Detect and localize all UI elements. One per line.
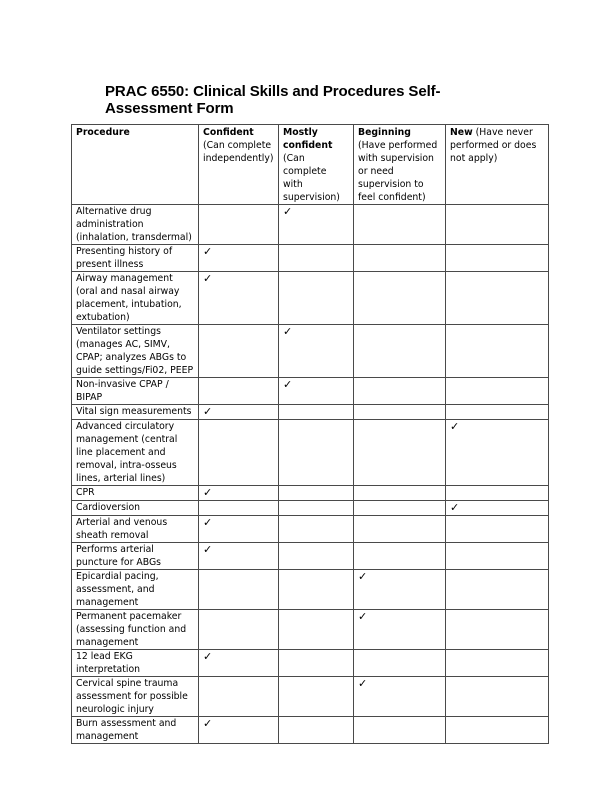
rating-cell-confident <box>199 501 279 516</box>
table-row <box>72 610 549 650</box>
rating-cell-new <box>446 516 549 543</box>
table-row <box>72 543 549 570</box>
rating-cell-new <box>446 543 549 570</box>
rating-cell-beginning <box>354 610 446 650</box>
rating-cell-confident <box>199 543 279 570</box>
table-body <box>72 205 549 744</box>
rating-cell-beginning <box>354 325 446 378</box>
table-row <box>72 570 549 610</box>
self-assessment-table <box>71 124 549 744</box>
procedure-name: Permanent pacemaker (assessing function and management <box>72 610 199 650</box>
rating-cell-beginning <box>354 717 446 744</box>
rating-cell-confident <box>199 420 279 486</box>
check-mark-icon: ✓ <box>203 543 213 556</box>
rating-cell-confident <box>199 516 279 543</box>
rating-cell-mostly-confident <box>279 378 354 405</box>
procedure-name: Presenting history of present illness <box>72 245 199 272</box>
procedure-name: Ventilator settings (manages AC, SIMV, CPAP; analyzes ABGs to guide settings/Fi02, PEEP <box>72 325 199 378</box>
rating-cell-mostly-confident <box>279 717 354 744</box>
rating-cell-beginning <box>354 570 446 610</box>
rating-cell-confident <box>199 272 279 325</box>
rating-cell-mostly-confident <box>279 420 354 486</box>
procedure-name: Non-invasive CPAP / BIPAP <box>72 378 199 405</box>
rating-cell-confident <box>199 717 279 744</box>
check-mark-icon: ✓ <box>358 677 368 690</box>
table-row <box>72 650 549 677</box>
check-mark-icon: ✓ <box>203 650 213 663</box>
check-mark-icon: ✓ <box>450 501 460 514</box>
rating-cell-new <box>446 245 549 272</box>
rating-cell-new <box>446 420 549 486</box>
check-mark-icon: ✓ <box>283 378 293 391</box>
procedure-name: Cervical spine trauma assessment for possible neurologic injury <box>72 677 199 717</box>
rating-cell-confident <box>199 405 279 420</box>
rating-cell-new <box>446 717 549 744</box>
rating-cell-confident <box>199 378 279 405</box>
column-header-beginning: Beginning (Have performed with supervision or need supervision to feel confident) <box>354 125 446 205</box>
procedure-name: Alternative drug administration (inhalation, transdermal) <box>72 205 199 245</box>
rating-cell-confident <box>199 650 279 677</box>
rating-cell-new <box>446 650 549 677</box>
check-mark-icon: ✓ <box>203 405 213 418</box>
rating-cell-mostly-confident <box>279 677 354 717</box>
table-row <box>72 205 549 245</box>
table-header-row <box>72 125 549 205</box>
rating-cell-mostly-confident <box>279 405 354 420</box>
rating-cell-new <box>446 610 549 650</box>
rating-cell-confident <box>199 570 279 610</box>
rating-cell-new <box>446 272 549 325</box>
rating-cell-beginning <box>354 677 446 717</box>
rating-cell-confident <box>199 677 279 717</box>
rating-cell-mostly-confident <box>279 325 354 378</box>
page-title: PRAC 6550: Clinical Skills and Procedures Self-Assessment Form <box>105 83 441 117</box>
rating-cell-mostly-confident <box>279 486 354 501</box>
rating-cell-mostly-confident <box>279 501 354 516</box>
rating-cell-mostly-confident <box>279 610 354 650</box>
rating-cell-beginning <box>354 486 446 501</box>
procedure-name: Epicardial pacing, assessment, and management <box>72 570 199 610</box>
table-row <box>72 501 549 516</box>
rating-cell-mostly-confident <box>279 272 354 325</box>
table-row <box>72 516 549 543</box>
column-header-new: New (Have never performed or does not apply) <box>446 125 549 205</box>
table-row <box>72 677 549 717</box>
rating-cell-beginning <box>354 205 446 245</box>
procedure-name: Advanced circulatory management (central line placement and removal, intra-osseus lines, arterial lines) <box>72 420 199 486</box>
check-mark-icon: ✓ <box>203 245 213 258</box>
check-mark-icon: ✓ <box>203 272 213 285</box>
rating-cell-mostly-confident <box>279 650 354 677</box>
table-row <box>72 420 549 486</box>
rating-cell-new <box>446 205 549 245</box>
rating-cell-beginning <box>354 650 446 677</box>
check-mark-icon: ✓ <box>283 205 293 218</box>
procedure-name: Arterial and venous sheath removal <box>72 516 199 543</box>
procedure-name: CPR <box>72 486 199 501</box>
rating-cell-mostly-confident <box>279 543 354 570</box>
procedure-name: Burn assessment and management <box>72 717 199 744</box>
procedure-name: 12 lead EKG interpretation <box>72 650 199 677</box>
rating-cell-mostly-confident <box>279 205 354 245</box>
rating-cell-new <box>446 325 549 378</box>
table-row <box>72 325 549 378</box>
rating-cell-new <box>446 677 549 717</box>
rating-cell-new <box>446 501 549 516</box>
rating-cell-new <box>446 405 549 420</box>
rating-cell-beginning <box>354 543 446 570</box>
table-row <box>72 717 549 744</box>
rating-cell-confident <box>199 486 279 501</box>
rating-cell-beginning <box>354 272 446 325</box>
column-header-confident: Confident (Can complete independently) <box>199 125 279 205</box>
procedure-name: Airway management (oral and nasal airway placement, intubation, extubation) <box>72 272 199 325</box>
rating-cell-beginning <box>354 405 446 420</box>
check-mark-icon: ✓ <box>283 325 293 338</box>
rating-cell-confident <box>199 610 279 650</box>
column-header-mostly-confident: Mostly confident (Can complete with supervision) <box>279 125 354 205</box>
rating-cell-mostly-confident <box>279 570 354 610</box>
table-row <box>72 272 549 325</box>
check-mark-icon: ✓ <box>203 717 213 730</box>
table-row <box>72 486 549 501</box>
rating-cell-new <box>446 378 549 405</box>
check-mark-icon: ✓ <box>358 570 368 583</box>
check-mark-icon: ✓ <box>358 610 368 623</box>
rating-cell-mostly-confident <box>279 245 354 272</box>
table-row <box>72 378 549 405</box>
rating-cell-confident <box>199 205 279 245</box>
procedure-name: Vital sign measurements <box>72 405 199 420</box>
rating-cell-mostly-confident <box>279 516 354 543</box>
table-row <box>72 245 549 272</box>
rating-cell-confident <box>199 325 279 378</box>
rating-cell-beginning <box>354 516 446 543</box>
rating-cell-new <box>446 570 549 610</box>
rating-cell-beginning <box>354 378 446 405</box>
column-header-procedure: Procedure <box>72 125 199 205</box>
check-mark-icon: ✓ <box>203 516 213 529</box>
check-mark-icon: ✓ <box>450 420 460 433</box>
procedure-name: Cardioversion <box>72 501 199 516</box>
rating-cell-beginning <box>354 420 446 486</box>
rating-cell-confident <box>199 245 279 272</box>
rating-cell-beginning <box>354 501 446 516</box>
table-row <box>72 405 549 420</box>
rating-cell-beginning <box>354 245 446 272</box>
check-mark-icon: ✓ <box>203 486 213 499</box>
rating-cell-new <box>446 486 549 501</box>
procedure-name: Performs arterial puncture for ABGs <box>72 543 199 570</box>
